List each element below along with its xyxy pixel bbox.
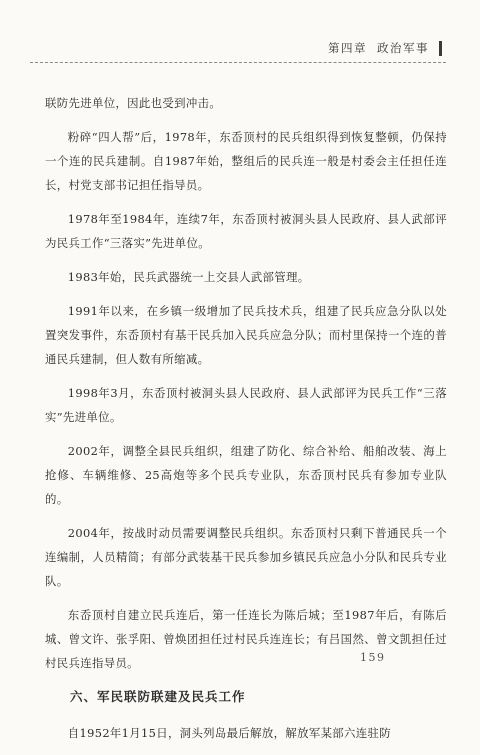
paragraph: 自1952年1月15日，洞头列岛最后解放，解放军某部六连驻防 bbox=[67, 726, 392, 740]
paragraph-continuation: 联防先进单位，因此也受到冲击。 bbox=[45, 96, 222, 110]
page-number: 159 bbox=[360, 651, 386, 664]
paragraph: 2004年，按战时动员需要调整民兵组织。东岙顶村只剩下普通民兵一个连编制，人员精简；有部分武装基干民兵参加乡镇民兵应急小分队和民兵专业队。 bbox=[45, 526, 447, 588]
paragraph: 粉碎“四人帮”后，1978年，东岙顶村的民兵组织得到恢复整顿，仍保持一个连的民兵建制。自1987年始，整组后的民兵连一般是村委会主任担任连长，村党支部书记担任指导员。 bbox=[45, 130, 447, 192]
paragraph: 1978年至1984年，连续7年，东岙顶村被洞头县人民政府、县人武部评为民兵工作“三落实”先进单位。 bbox=[45, 212, 447, 250]
chapter-label: 第四章 bbox=[328, 41, 367, 55]
running-head bbox=[328, 40, 442, 56]
paragraph: 1983年始，民兵武器统一上交县人武部管理。 bbox=[67, 270, 310, 284]
paragraph: 东岙顶村自建立民兵连后，第一任连长为陈后城；至1987年后，有陈后城、曾文许、张孚阳、曾焕团担任过村民兵连连长；有吕国然、曾文凯担任过村民兵连指导员。 bbox=[45, 608, 447, 670]
section-heading: 六、军民联防联建及民兵工作 bbox=[70, 689, 246, 704]
chapter-topic: 政治军事 bbox=[377, 41, 429, 55]
header-bar bbox=[439, 41, 442, 56]
paragraph: 1998年3月，东岙顶村被洞头县人民政府、县人武部评为民兵工作“三落实”先进单位。 bbox=[45, 386, 447, 424]
paragraph: 2002年，调整全县民兵组织，组建了防化、综合补给、船舶改装、海上抢修、车辆维修、25高炮等多个民兵专业队，东岙顶村民兵有参加专业队的。 bbox=[45, 444, 447, 506]
page-body bbox=[45, 91, 447, 755]
header-divider bbox=[30, 62, 446, 63]
paragraph: 1991年以来，在乡镇一级增加了民兵技术兵，组建了民兵应急分队以处置突发事件，东岙顶村有基干民兵加入民兵应急分队；而村里保持一个连的普通民兵建制，但人数有所缩减。 bbox=[45, 304, 447, 366]
